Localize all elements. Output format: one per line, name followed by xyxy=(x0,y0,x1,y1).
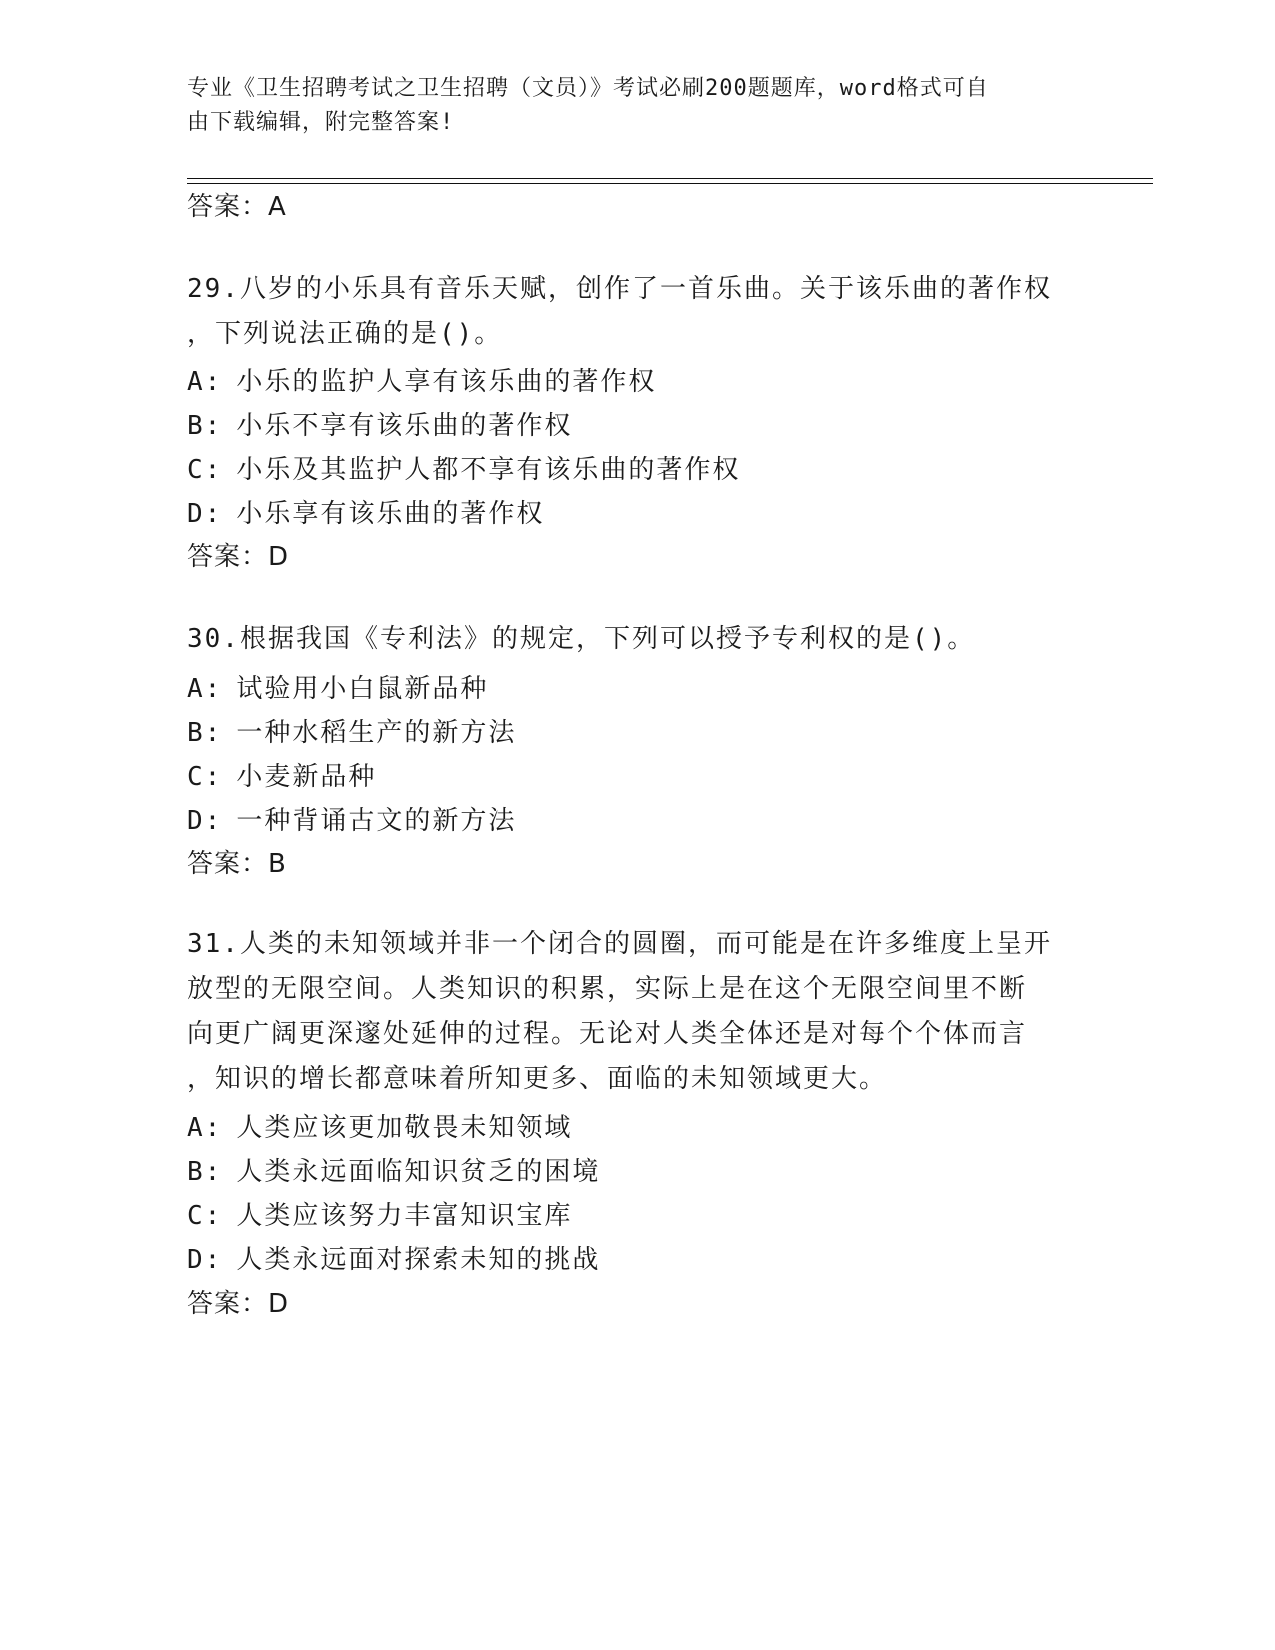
option-c xyxy=(187,1199,572,1233)
option-a xyxy=(187,672,488,706)
option-text: 一种背诵古文的新方法 xyxy=(236,806,517,836)
option-d xyxy=(187,1243,600,1277)
option-b xyxy=(187,409,572,443)
option-c xyxy=(187,760,376,794)
option-text: 小乐的监护人享有该乐曲的著作权 xyxy=(236,367,657,397)
answer-line: 答案：D xyxy=(187,542,290,572)
option-a xyxy=(187,1111,572,1145)
option-text: 小乐不享有该乐曲的著作权 xyxy=(236,411,573,441)
option-c xyxy=(187,453,740,487)
option-key: C: xyxy=(187,455,223,485)
question-text: 向更广阔更深邃处延伸的过程。无论对人类全体还是对每个个体而言 xyxy=(187,1019,1028,1049)
option-b xyxy=(187,716,516,750)
question-29 xyxy=(187,267,1067,357)
question-text: 31.人类的未知领域并非一个闭合的圆圈，而可能是在许多维度上呈开 xyxy=(187,929,1052,959)
option-key: D: xyxy=(187,499,223,529)
question-text: 放型的无限空间。人类知识的积累，实际上是在这个无限空间里不断 xyxy=(187,974,1028,1004)
question-text: ，下列说法正确的是()。 xyxy=(187,319,503,349)
question-text: 30.根据我国《专利法》的规定，下列可以授予专利权的是()。 xyxy=(187,624,976,654)
option-key: A: xyxy=(187,367,223,397)
option-key: C: xyxy=(187,762,223,792)
option-text: 小麦新品种 xyxy=(236,762,377,792)
answer-line: 答案：D xyxy=(187,1289,290,1319)
header-divider xyxy=(187,183,1153,184)
question-31 xyxy=(187,922,1067,1102)
answer-line: 答案：B xyxy=(187,849,287,879)
question-text: ，知识的增长都意味着所知更多、面临的未知领域更大。 xyxy=(187,1064,888,1094)
document-header xyxy=(187,72,1067,140)
option-text: 人类应该更加敬畏未知领域 xyxy=(236,1113,573,1143)
option-b xyxy=(187,1155,600,1189)
option-key: B: xyxy=(187,411,223,441)
option-a xyxy=(187,365,656,399)
option-key: D: xyxy=(187,1245,223,1275)
option-key: B: xyxy=(187,718,223,748)
option-key: A: xyxy=(187,1113,223,1143)
option-text: 人类应该努力丰富知识宝库 xyxy=(236,1201,573,1231)
question-30 xyxy=(187,617,1067,662)
option-key: D: xyxy=(187,806,223,836)
answer-line: 答案：A xyxy=(187,192,287,222)
question-text: 29.八岁的小乐具有音乐天赋，创作了一首乐曲。关于该乐曲的著作权 xyxy=(187,274,1052,304)
option-text: 一种水稻生产的新方法 xyxy=(236,718,517,748)
option-text: 人类永远面临知识贫乏的困境 xyxy=(236,1157,601,1187)
option-text: 小乐享有该乐曲的著作权 xyxy=(236,499,545,529)
option-key: C: xyxy=(187,1201,223,1231)
header-line: 专业《卫生招聘考试之卫生招聘（文员）》考试必刷200题题库，word格式可自 xyxy=(187,76,989,101)
header-divider xyxy=(187,178,1153,179)
option-text: 试验用小白鼠新品种 xyxy=(236,674,489,704)
header-line: 由下载编辑，附完整答案! xyxy=(187,110,455,135)
option-text: 人类永远面对探索未知的挑战 xyxy=(236,1245,601,1275)
option-key: A: xyxy=(187,674,223,704)
option-d xyxy=(187,804,516,838)
option-text: 小乐及其监护人都不享有该乐曲的著作权 xyxy=(236,455,741,485)
option-d xyxy=(187,497,544,531)
option-key: B: xyxy=(187,1157,223,1187)
